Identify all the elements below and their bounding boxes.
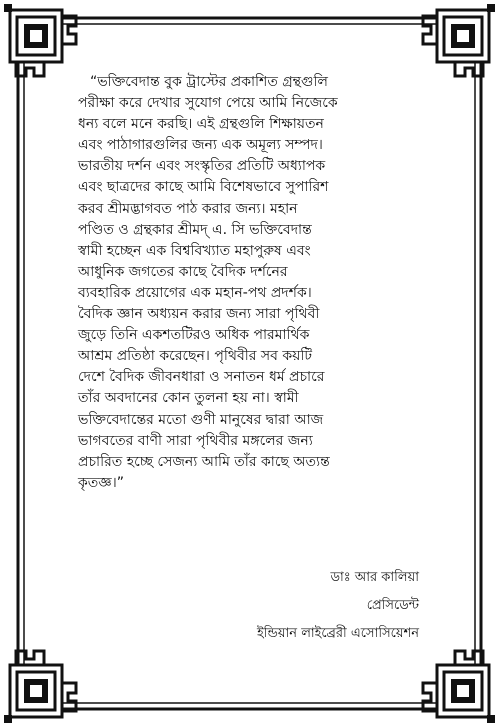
quote-line: এবং ছাত্রদের কাছে আমি বিশেষভাবে সুপারিশ — [78, 179, 329, 196]
signature-title: প্রেসিডেন্ট — [366, 598, 419, 613]
quote-line: বৈদিক জ্ঞান অধ্যয়ন করার জন্য সারা পৃথিবী — [78, 306, 320, 323]
quote-line: পরীক্ষা করে দেখার সুযোগ পেয়ে আমি নিজেকে — [78, 95, 338, 112]
quote-line: দেশে বৈদিক জীবনধারা ও সনাতন ধর্ম প্রচারে — [78, 369, 325, 386]
quote-line: প্রচারিত হচ্ছে সেজন্য আমি তাঁর কাছে অত্যন্ত — [78, 453, 330, 470]
signature-organization: ইন্ডিয়ান লাইব্রেরী এসোসিয়েশন — [257, 626, 419, 641]
quote-paragraph — [78, 72, 450, 494]
quote-line: আশ্রম প্রতিষ্ঠা করেছেন। পৃথিবীর সব কয়টি — [78, 348, 313, 365]
quote-line: পণ্ডিত ও গ্রন্থকার শ্রীমদ্ এ. সি ভক্তিবেদান্ত — [78, 221, 312, 238]
quote-line: ভাগবতের বাণী সারা পৃথিবীর মঙ্গলের জন্য — [78, 432, 313, 449]
quote-line: করব শ্রীমদ্ভাগবত পাঠ করার জন্য। মহান — [78, 200, 298, 217]
quote-line: তাঁর অবদানের কোন তুলনা হয় না। স্বামী — [78, 390, 299, 407]
signature-name: ডাঃ আর কালিয়া — [330, 570, 419, 585]
quote-line: আধুনিক জগতের কাছে বৈদিক দর্শনের — [78, 263, 288, 280]
quote-line: “ভক্তিবেদান্ত বুক ট্রাস্টের প্রকাশিত গ্রন্থগুলি — [90, 74, 328, 90]
quote-line: স্বামী হচ্ছেন এক বিশ্ববিখ্যাত মহাপুরুষ এবং — [78, 242, 311, 259]
quote-line: এবং পাঠাগারগুলির জন্য এক অমূল্য সম্পদ। — [78, 137, 323, 154]
quote-line: ধন্য বলে মনে করছি। এই গ্রন্থগুলি শিক্ষায়তন — [78, 116, 324, 133]
quote-line: ভারতীয় দর্শন এবং সংস্কৃতির প্রতিটি অধ্যাপক — [78, 158, 326, 175]
quote-line: কৃতজ্ঞ।” — [78, 474, 124, 491]
quote-line: ভক্তিবেদান্তের মতো গুণী মানুষের দ্বারা আজ — [78, 411, 324, 428]
quote-line: জুড়ে তিনি একশতটিরও অধিক পারমার্থিক — [78, 327, 310, 344]
quote-line: ব্যবহারিক প্রয়োগের এক মহান-পথ প্রদর্শক। — [78, 284, 312, 301]
